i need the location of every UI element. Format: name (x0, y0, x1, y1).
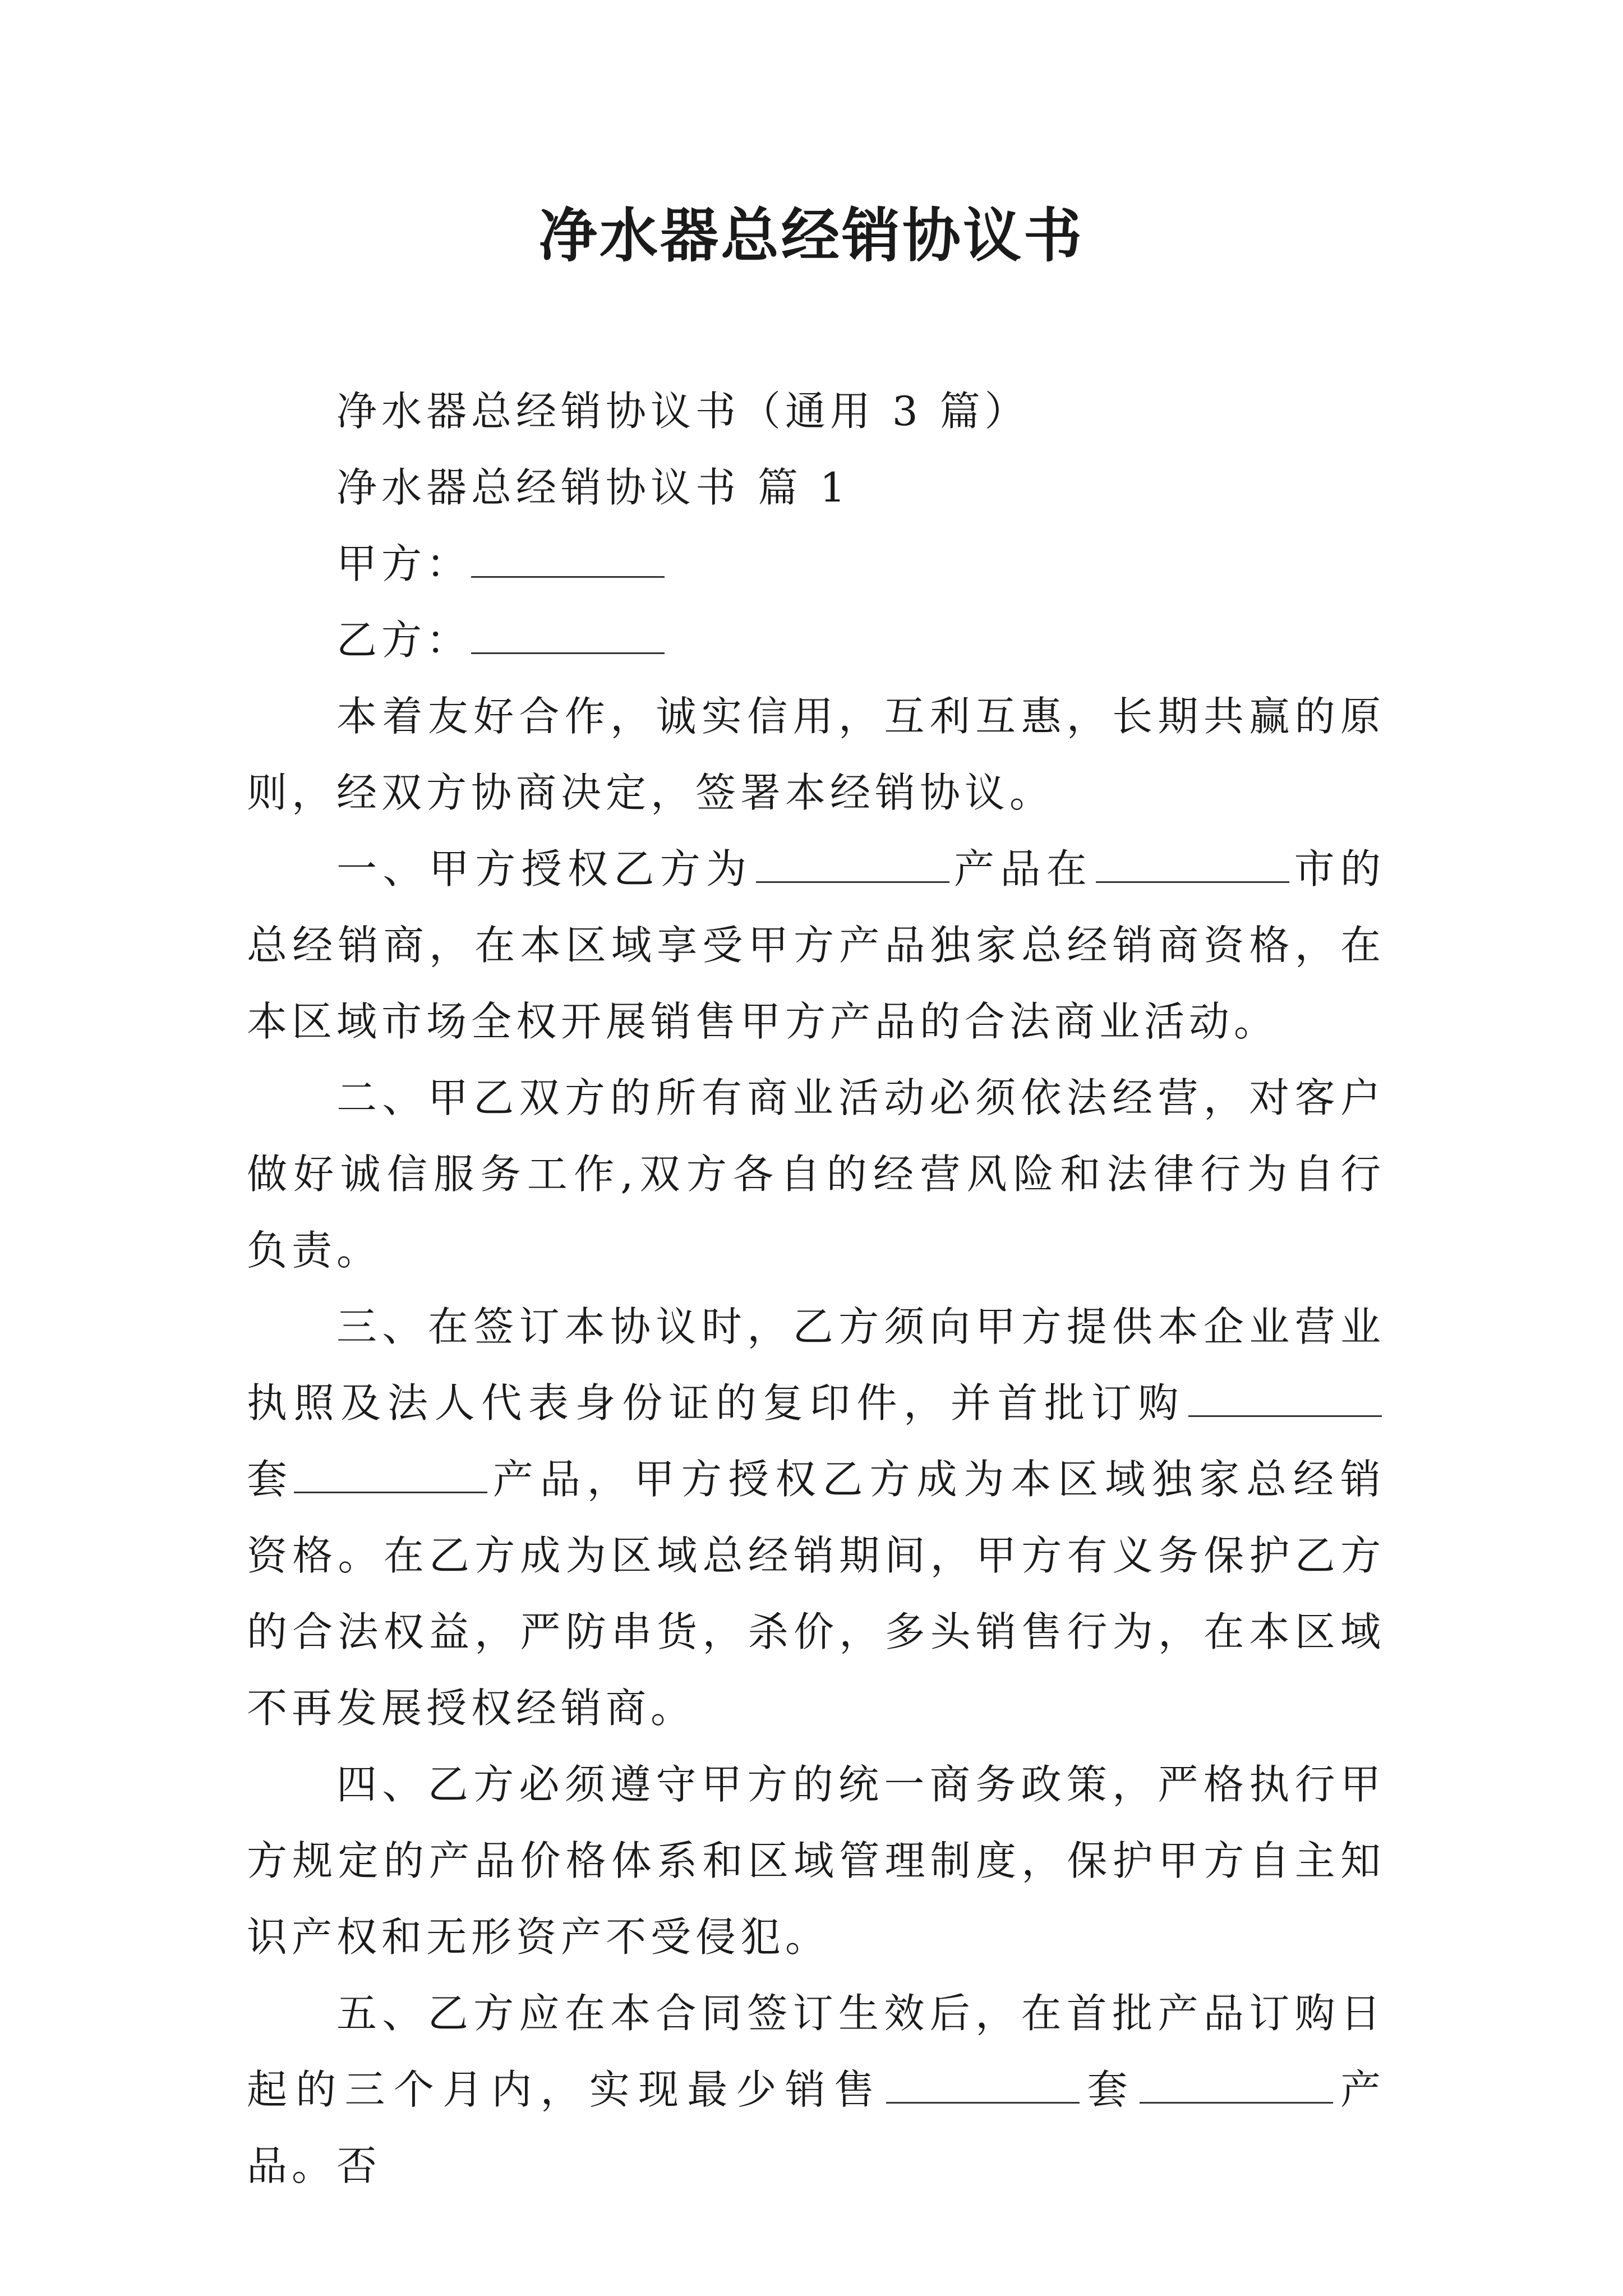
clause-3-paragraph (247, 1289, 1385, 1746)
part-heading: 净水器总经销协议书 篇 1 (336, 464, 850, 511)
clause-1-text-b: 产品在 (952, 845, 1093, 892)
party-a-label: 甲方： (336, 540, 472, 587)
clause-5-product-blank (1140, 2079, 1333, 2104)
clause-3-quantity-blank (1188, 1393, 1382, 1417)
clause-5-text-a: 五、乙方应在本合同签订生效后，在首批产品订购日起的三个月内，实现最少销售 (247, 1990, 1385, 2113)
clause-3-text-b: 套 (247, 1456, 294, 1503)
clause-3-text-a: 三、在签订本协议时，乙方须向甲方提供本企业营业执照及法人代表身份证的复印件，并首批订购 (247, 1303, 1385, 1427)
document-title: 净水器总经销协议书 (538, 201, 1084, 270)
clause-4-paragraph: 四、乙方必须遵守甲方的统一商务政策，严格执行甲方规定的产品价格体系和区域管理制度，保护甲方自主知识产权和无形资产不受侵犯。 (247, 1761, 1385, 1961)
clause-1-city-blank (1096, 859, 1289, 883)
party-b-label: 乙方： (336, 616, 472, 664)
party-b-line (247, 602, 1385, 678)
clause-5-text-c: 产品。否 (247, 2066, 1385, 2189)
clause-5-paragraph (247, 1975, 1385, 2204)
clause-1-text-c: 市的总经销商，在本区域享受甲方产品独家总经销商资格，在本区域市场全权开展销售甲方产品的合法商业活动。 (247, 845, 1385, 1045)
party-a-blank (471, 554, 665, 578)
clause-2-paragraph: 二、甲乙双方的所有商业活动必须依法经营，对客户做好诚信服务工作,双方各自的经营风险和法律行为自行负责。 (247, 1074, 1385, 1274)
document-body (247, 373, 1385, 2204)
preamble-paragraph: 本着友好合作，诚实信用，互利互惠，长期共赢的原则，经双方协商决定，签署本经销协议。 (247, 693, 1385, 816)
clause-3-product-blank (294, 1469, 487, 1493)
clause-1-paragraph (247, 831, 1385, 1060)
party-a-line (247, 526, 1385, 602)
party-b-blank (471, 630, 665, 654)
clause-1-text-a: 一、甲方授权乙方为 (336, 845, 753, 892)
clause-1-product-blank (756, 859, 949, 883)
clause-5-quantity-blank (886, 2079, 1080, 2104)
clause-5-text-b: 套 (1083, 2066, 1136, 2113)
clause-3-text-c: 产品，甲方授权乙方成为本区域独家总经销资格。在乙方成为区域总经销期间，甲方有义务保护乙方的合法权益，严防串货，杀价，多头销售行为，在本区域不再发展授权经销商。 (247, 1456, 1385, 1732)
document-subtitle: 净水器总经销协议书（通用 3 篇） (336, 388, 1030, 435)
